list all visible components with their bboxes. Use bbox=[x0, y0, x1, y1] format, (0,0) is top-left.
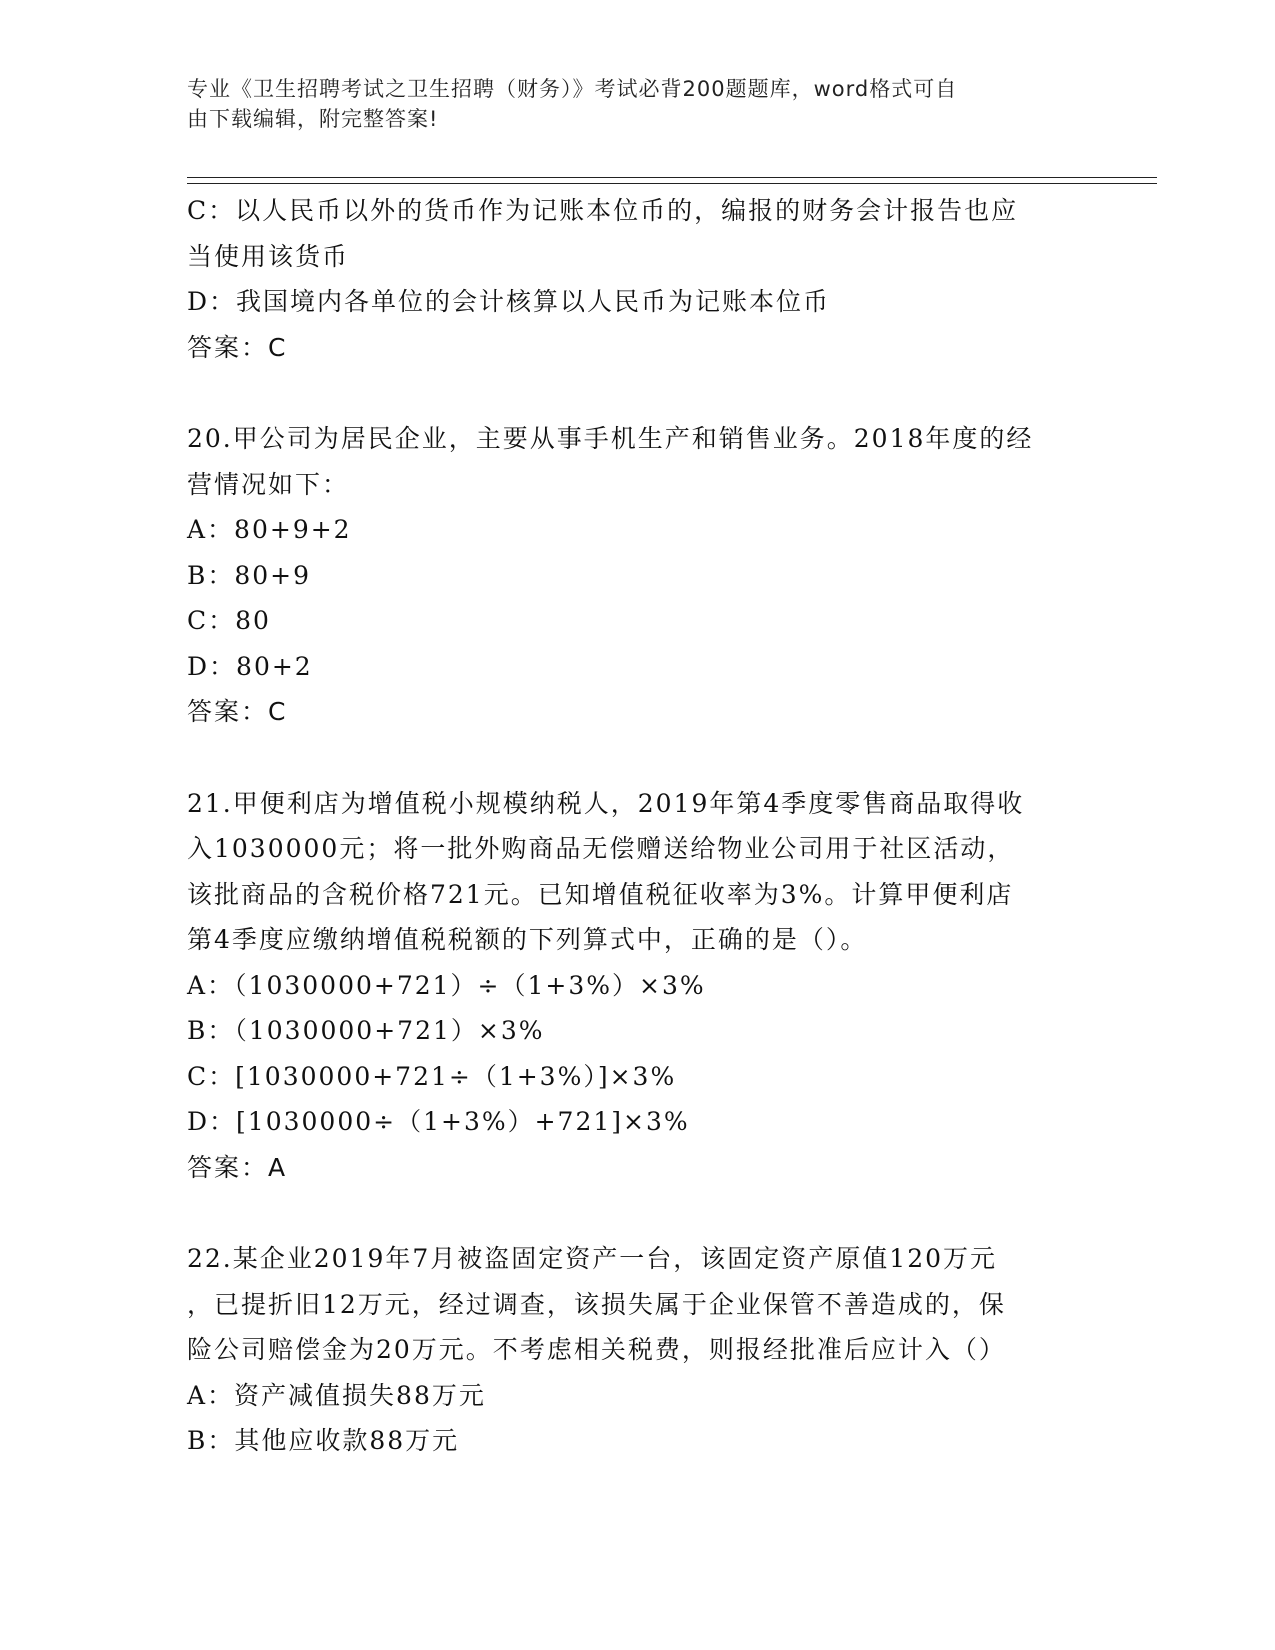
answer: 答案：C bbox=[187, 697, 288, 726]
question-stem-line-2: 入1030000元；将一批外购商品无偿赠送给物业公司用于社区活动， bbox=[187, 834, 1015, 863]
question-stem-line-1: 20.甲公司为居民企业，主要从事手机生产和销售业务。2018年度的经 bbox=[187, 424, 1034, 453]
option-b: B：其他应收款88万元 bbox=[187, 1426, 460, 1455]
option-b: B：（1030000+721）×3% bbox=[187, 1016, 545, 1045]
option-a: A：80+9+2 bbox=[187, 515, 352, 544]
option-c-line-1: C：以人民币以外的货币作为记账本位币的，编报的财务会计报告也应 bbox=[187, 196, 1019, 225]
option-c: C：[1030000+721÷（1+3%）]×3% bbox=[187, 1061, 677, 1091]
spacer bbox=[187, 370, 1087, 416]
question-20 bbox=[187, 416, 1087, 735]
question-21 bbox=[187, 781, 1087, 1191]
answer: 答案：A bbox=[187, 1152, 288, 1182]
header-line-2: 由下载编辑，附完整答案! bbox=[187, 107, 439, 131]
option-d: D：[1030000÷（1+3%）+721]×3% bbox=[187, 1107, 690, 1136]
answer: 答案：C bbox=[187, 332, 288, 362]
option-d: D：我国境内各单位的会计核算以人民币为记账本位币 bbox=[187, 287, 831, 316]
question-stem-line-1: 21.甲便利店为增值税小规模纳税人，2019年第4季度零售商品取得收 bbox=[187, 788, 1025, 818]
option-a: A：（1030000+721）÷（1+3%）×3% bbox=[187, 970, 706, 1000]
spacer bbox=[187, 1190, 1087, 1236]
question-stem-line-2: ，已提折旧12万元，经过调查，该损失属于企业保管不善造成的，保 bbox=[187, 1289, 1006, 1319]
question-22 bbox=[187, 1236, 1087, 1464]
page-header bbox=[187, 74, 1087, 134]
header-rule-top bbox=[187, 177, 1157, 178]
option-c-line-2: 当使用该货币 bbox=[187, 241, 350, 271]
option-d: D：80+2 bbox=[187, 651, 313, 681]
question-19-tail bbox=[187, 188, 1087, 370]
header-rule-bottom bbox=[187, 183, 1157, 184]
spacer bbox=[187, 735, 1087, 781]
question-content bbox=[187, 188, 1087, 1464]
option-b: B：80+9 bbox=[187, 560, 312, 590]
question-stem-line-2: 营情况如下： bbox=[187, 469, 350, 499]
option-c: C：80 bbox=[187, 606, 271, 635]
question-stem-line-3: 险公司赔偿金为20万元。不考虑相关税费，则报经批准后应计入（） bbox=[187, 1335, 1006, 1364]
option-a: A：资产减值损失88万元 bbox=[187, 1380, 486, 1410]
question-stem-line-3: 该批商品的含税价格721元。已知增值税征收率为3%。计算甲便利店 bbox=[187, 879, 1014, 909]
header-line-1: 专业《卫生招聘考试之卫生招聘（财务）》考试必背200题题库，word格式可自 bbox=[187, 77, 958, 101]
question-stem-line-1: 22.某企业2019年7月被盗固定资产一台，该固定资产原值120万元 bbox=[187, 1244, 998, 1273]
question-stem-line-4: 第4季度应缴纳增值税税额的下列算式中，正确的是（）。 bbox=[187, 925, 868, 954]
